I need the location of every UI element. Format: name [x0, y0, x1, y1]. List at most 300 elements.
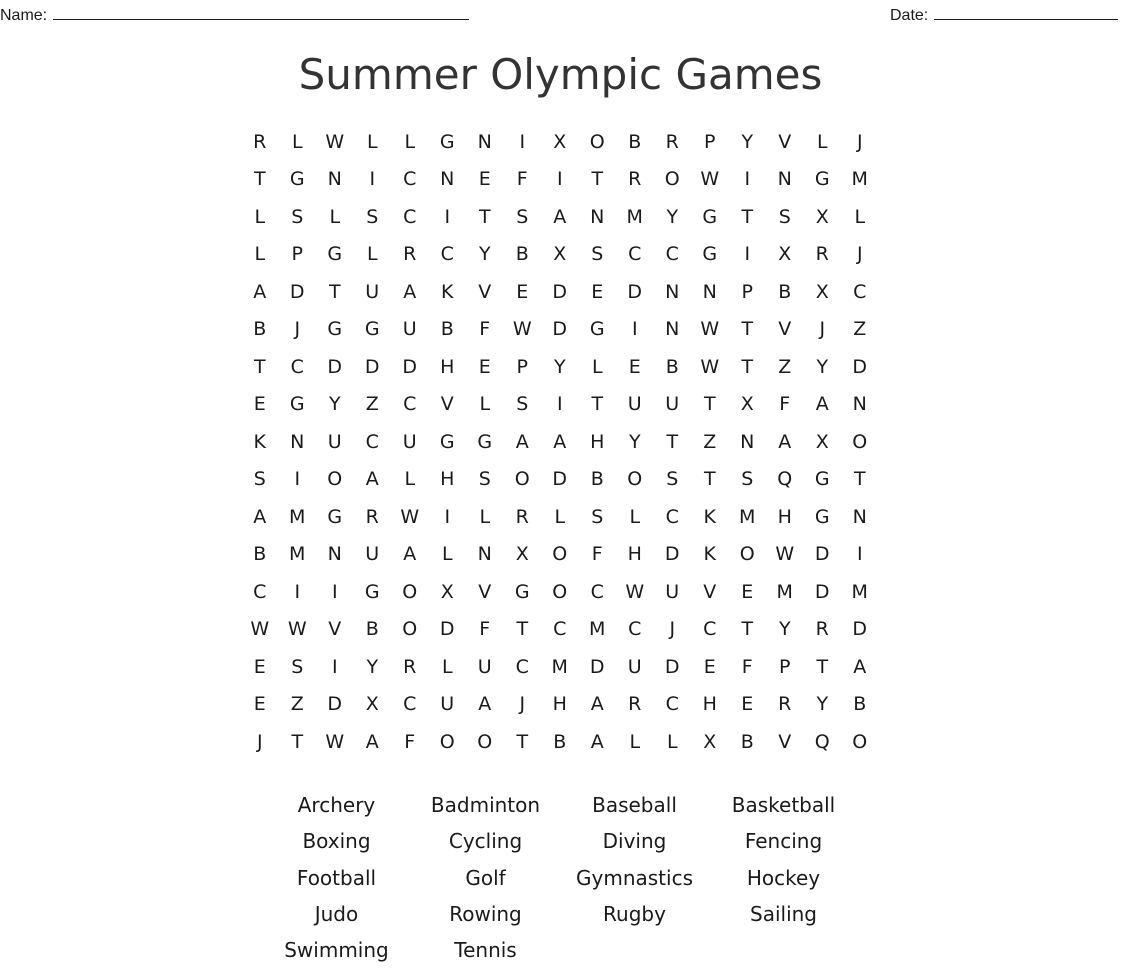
grid-letter: N	[477, 130, 492, 153]
grid-letter: G	[364, 318, 380, 341]
grid-letter: D	[814, 580, 830, 603]
word-bank-item: Football	[296, 865, 377, 890]
grid-letter: Z	[778, 355, 792, 378]
grid-letter: E	[478, 355, 491, 378]
grid-letter: M	[289, 543, 306, 566]
grid-letter: F	[591, 543, 603, 566]
grid-letter: H	[702, 693, 717, 716]
grid-letter: P	[291, 243, 303, 266]
grid-letter: W	[700, 168, 720, 191]
grid-letter: R	[665, 130, 679, 153]
grid-letter: E	[253, 393, 266, 416]
grid-letter: Y	[553, 355, 566, 378]
grid-letter: J	[519, 693, 526, 716]
grid-letter: Y	[366, 655, 379, 678]
word-bank-item: Sailing	[750, 901, 817, 926]
grid-letter: N	[777, 168, 792, 191]
grid-letter: T	[741, 618, 754, 641]
grid-letter: D	[552, 468, 568, 491]
grid-letter: G	[327, 505, 343, 528]
grid-letter: D	[439, 618, 455, 641]
grid-letter: A	[365, 730, 379, 753]
grid-letter: D	[814, 543, 830, 566]
grid-letter: W	[700, 355, 720, 378]
grid-letter: C	[665, 243, 679, 266]
grid-letter: A	[403, 280, 417, 303]
grid-letter: R	[628, 168, 642, 191]
grid-letter: C	[665, 505, 679, 528]
grid-row	[241, 723, 879, 761]
grid-letter: L	[291, 130, 303, 153]
grid-letter: L	[854, 205, 866, 228]
grid-letter: S	[591, 243, 604, 266]
grid-letter: B	[740, 730, 754, 753]
grid-letter: L	[629, 505, 641, 528]
word-bank-item: Basketball	[731, 793, 836, 817]
grid-letter: P	[704, 130, 716, 153]
grid-letter: Z	[290, 693, 304, 716]
grid-letter: D	[552, 318, 568, 341]
grid-letter: R	[815, 618, 829, 641]
grid-letter: E	[516, 280, 529, 303]
grid-letter: C	[515, 655, 529, 678]
grid-letter: Y	[666, 205, 679, 228]
grid-letter: L	[254, 205, 266, 228]
grid-letter: P	[516, 355, 528, 378]
grid-letter: G	[814, 468, 830, 491]
grid-letter: X	[515, 543, 529, 566]
grid-letter: U	[402, 318, 417, 341]
grid-letter: U	[440, 693, 455, 716]
grid-letter: Y	[778, 618, 791, 641]
grid-letter: B	[365, 618, 379, 641]
grid-letter: E	[591, 280, 604, 303]
grid-letter: E	[253, 693, 266, 716]
grid-letter: W	[512, 318, 532, 341]
grid-letter: C	[703, 618, 717, 641]
grid-letter: L	[366, 130, 378, 153]
grid-letter: N	[477, 543, 492, 566]
grid-letter: S	[591, 505, 604, 528]
grid-letter: G	[289, 393, 305, 416]
grid-letter: M	[626, 205, 643, 228]
grid-letter: A	[365, 468, 379, 491]
grid-letter: Y	[816, 693, 829, 716]
grid-letter: D	[627, 280, 643, 303]
grid-letter: T	[591, 168, 604, 191]
grid-letter: I	[444, 505, 451, 528]
grid-letter: L	[404, 468, 416, 491]
grid-letter: T	[816, 655, 829, 678]
grid-letter: O	[477, 730, 493, 753]
grid-letter: W	[250, 618, 270, 641]
grid-letter: H	[777, 505, 792, 528]
name-field[interactable]	[0, 4, 469, 26]
grid-letter: E	[741, 580, 754, 603]
grid-letter: A	[253, 280, 267, 303]
grid-letter: D	[402, 355, 418, 378]
grid-letter: K	[703, 505, 716, 528]
grid-letter: I	[294, 468, 301, 491]
grid-letter: A	[403, 543, 417, 566]
grid-letter: J	[819, 318, 826, 341]
grid-letter: A	[590, 693, 604, 716]
grid-letter: O	[402, 580, 418, 603]
word-bank-item: Judo	[314, 901, 359, 926]
grid-letter: I	[369, 168, 376, 191]
grid-letter: S	[666, 468, 679, 491]
grid-letter: L	[479, 505, 491, 528]
grid-letter: I	[744, 168, 751, 191]
page-title: Summer Olympic Games	[298, 50, 823, 99]
grid-letter: T	[703, 393, 716, 416]
grid-letter: M	[851, 168, 868, 191]
grid-letter: X	[778, 243, 792, 266]
grid-letter: U	[365, 543, 380, 566]
grid-letter: N	[290, 430, 305, 453]
grid-letter: A	[253, 505, 267, 528]
grid-letter: G	[439, 430, 455, 453]
grid-letter: A	[590, 730, 604, 753]
grid-letter: X	[815, 430, 829, 453]
grid-letter: T	[516, 618, 529, 641]
word-bank-item: Rugby	[603, 901, 666, 926]
grid-letter: J	[856, 130, 863, 153]
grid-letter: S	[516, 393, 529, 416]
grid-letter: G	[289, 168, 305, 191]
grid-letter: G	[589, 318, 605, 341]
grid-letter: H	[440, 355, 455, 378]
grid-letter: X	[815, 280, 829, 303]
grid-letter: Z	[365, 393, 379, 416]
word-bank-item: Archery	[297, 793, 376, 817]
word-bank-item: Badminton	[430, 793, 541, 817]
grid-letter: G	[477, 430, 493, 453]
grid-letter: A	[553, 205, 567, 228]
grid-letter: F	[479, 318, 491, 341]
grid-letter: I	[444, 205, 451, 228]
grid-letter: G	[514, 580, 530, 603]
grid-letter: U	[402, 430, 417, 453]
grid-letter: L	[666, 730, 678, 753]
grid-letter: N	[327, 543, 342, 566]
letter-grid	[241, 123, 879, 761]
grid-letter: B	[440, 318, 454, 341]
grid-letter: M	[739, 505, 756, 528]
grid-letter: B	[553, 730, 567, 753]
grid-letter: I	[331, 580, 338, 603]
grid-letter: N	[440, 168, 455, 191]
grid-letter: J	[669, 618, 676, 641]
grid-row	[241, 386, 879, 424]
grid-letter: C	[665, 693, 679, 716]
grid-letter: O	[327, 468, 343, 491]
grid-letter: E	[703, 655, 716, 678]
grid-letter: L	[479, 393, 491, 416]
grid-letter: A	[853, 655, 867, 678]
grid-letter: E	[478, 168, 491, 191]
grid-letter: X	[440, 580, 454, 603]
grid-letter: S	[741, 468, 754, 491]
word-bank-item: Baseball	[592, 793, 677, 817]
grid-letter: U	[477, 655, 492, 678]
grid-letter: C	[628, 243, 642, 266]
grid-letter: D	[552, 280, 568, 303]
grid-letter: S	[253, 468, 266, 491]
grid-letter: L	[404, 130, 416, 153]
grid-letter: A	[515, 430, 529, 453]
grid-letter: T	[253, 355, 266, 378]
grid-letter: R	[778, 693, 792, 716]
grid-letter: U	[327, 430, 342, 453]
grid-letter: S	[778, 205, 791, 228]
grid-letter: R	[403, 243, 417, 266]
grid-letter: K	[703, 543, 716, 566]
grid-letter: B	[628, 130, 642, 153]
grid-letter: O	[739, 543, 755, 566]
grid-letter: M	[289, 505, 306, 528]
grid-letter: T	[328, 280, 341, 303]
grid-letter: M	[851, 580, 868, 603]
grid-letter: B	[778, 280, 792, 303]
grid-letter: M	[551, 655, 568, 678]
grid-letter: N	[852, 505, 867, 528]
grid-letter: R	[815, 243, 829, 266]
grid-letter: D	[364, 355, 380, 378]
grid-letter: R	[515, 505, 529, 528]
grid-row	[241, 161, 879, 199]
grid-letter: D	[664, 655, 680, 678]
grid-letter: H	[440, 468, 455, 491]
grid-letter: X	[740, 393, 754, 416]
word-bank-item: Golf	[465, 865, 506, 890]
grid-letter: O	[552, 580, 568, 603]
word-bank-item: Swimming	[284, 938, 389, 963]
grid-letter: O	[514, 468, 530, 491]
grid-letter: G	[327, 318, 343, 341]
grid-letter: W	[325, 130, 345, 153]
grid-letter: L	[629, 730, 641, 753]
grid-letter: B	[665, 355, 679, 378]
grid-letter: L	[554, 505, 566, 528]
grid-letter: O	[852, 730, 868, 753]
grid-row	[241, 311, 879, 349]
grid-letter: J	[256, 730, 263, 753]
grid-letter: B	[590, 468, 604, 491]
grid-letter: W	[625, 580, 645, 603]
grid-letter: X	[815, 205, 829, 228]
grid-letter: V	[778, 130, 792, 153]
grid-letter: C	[628, 618, 642, 641]
word-bank-item: Tennis	[454, 938, 517, 963]
word-bank-item: Fencing	[744, 829, 823, 854]
grid-letter: I	[856, 543, 863, 566]
grid-letter: A	[815, 393, 829, 416]
grid-letter: Y	[328, 393, 341, 416]
word-bank-item: Rowing	[449, 901, 522, 926]
grid-letter: C	[853, 280, 867, 303]
grid-letter: C	[403, 693, 417, 716]
grid-letter: N	[327, 168, 342, 191]
grid-letter: T	[703, 468, 716, 491]
grid-letter: N	[740, 430, 755, 453]
grid-letter: I	[744, 243, 751, 266]
grid-letter: B	[253, 318, 267, 341]
grid-letter: T	[591, 393, 604, 416]
grid-letter: H	[552, 693, 567, 716]
grid-letter: X	[553, 130, 567, 153]
grid-letter: D	[852, 618, 868, 641]
grid-letter: W	[700, 318, 720, 341]
grid-letter: T	[853, 468, 866, 491]
grid-letter: V	[703, 580, 717, 603]
grid-letter: F	[479, 618, 491, 641]
grid-letter: D	[852, 355, 868, 378]
grid-letter: M	[776, 580, 793, 603]
grid-letter: S	[291, 655, 304, 678]
name-input-line[interactable]	[53, 4, 469, 20]
grid-letter: G	[702, 205, 718, 228]
grid-letter: U	[627, 393, 642, 416]
grid-letter: I	[556, 168, 563, 191]
grid-letter: Q	[777, 468, 793, 491]
grid-letter: S	[366, 205, 379, 228]
grid-letter: F	[404, 730, 416, 753]
grid-letter: T	[516, 730, 529, 753]
grid-letter: C	[403, 205, 417, 228]
grid-letter: F	[779, 393, 791, 416]
grid-letter: L	[329, 205, 341, 228]
date-label: Date:	[890, 7, 929, 24]
grid-letter: D	[327, 693, 343, 716]
word-bank	[262, 787, 858, 968]
grid-letter: E	[253, 655, 266, 678]
date-input-line[interactable]	[934, 4, 1118, 20]
grid-letter: H	[590, 430, 605, 453]
grid-letter: Y	[478, 243, 491, 266]
grid-letter: W	[400, 505, 420, 528]
grid-letter: C	[403, 393, 417, 416]
grid-letter: W	[775, 543, 795, 566]
grid-letter: J	[856, 243, 863, 266]
grid-letter: R	[365, 505, 379, 528]
grid-letter: T	[741, 205, 754, 228]
grid-letter: L	[366, 243, 378, 266]
grid-letter: U	[665, 393, 680, 416]
word-bank-item: Diving	[602, 829, 667, 854]
grid-letter: C	[590, 580, 604, 603]
word-bank-item: Hockey	[746, 865, 821, 890]
grid-letter: R	[253, 130, 267, 153]
grid-letter: A	[778, 430, 792, 453]
grid-letter: I	[631, 318, 638, 341]
grid-letter: G	[814, 505, 830, 528]
grid-letter: I	[331, 655, 338, 678]
grid-letter: G	[327, 243, 343, 266]
grid-letter: S	[478, 468, 491, 491]
grid-letter: S	[291, 205, 304, 228]
grid-letter: W	[325, 730, 345, 753]
grid-letter: T	[666, 430, 679, 453]
grid-letter: R	[403, 655, 417, 678]
word-bank-item: Gymnastics	[576, 865, 693, 890]
grid-letter: Z	[853, 318, 867, 341]
grid-letter: L	[816, 130, 828, 153]
grid-letter: H	[627, 543, 642, 566]
grid-letter: N	[590, 205, 605, 228]
grid-letter: L	[441, 543, 453, 566]
grid-letter: N	[665, 280, 680, 303]
grid-letter: U	[627, 655, 642, 678]
grid-letter: J	[294, 318, 301, 341]
grid-letter: O	[852, 430, 868, 453]
grid-letter: D	[589, 655, 605, 678]
grid-letter: V	[440, 393, 454, 416]
grid-letter: V	[778, 730, 792, 753]
grid-row	[241, 198, 879, 236]
grid-letter: O	[402, 618, 418, 641]
grid-letter: U	[365, 280, 380, 303]
grid-letter: D	[327, 355, 343, 378]
grid-letter: N	[665, 318, 680, 341]
word-bank-item: Cycling	[448, 829, 523, 854]
grid-letter: W	[287, 618, 307, 641]
grid-letter: U	[665, 580, 680, 603]
grid-letter: N	[702, 280, 717, 303]
grid-letter: Y	[741, 130, 754, 153]
name-label: Name:	[0, 7, 48, 24]
grid-letter: E	[741, 693, 754, 716]
grid-letter: O	[439, 730, 455, 753]
grid-row	[241, 686, 879, 724]
grid-letter: G	[702, 243, 718, 266]
grid-letter: A	[478, 693, 492, 716]
grid-letter: P	[741, 280, 753, 303]
grid-letter: C	[403, 168, 417, 191]
grid-letter: O	[589, 130, 605, 153]
grid-row	[241, 461, 879, 499]
grid-letter: I	[519, 130, 526, 153]
grid-letter: C	[365, 430, 379, 453]
grid-letter: Q	[814, 730, 830, 753]
grid-letter: T	[291, 730, 304, 753]
grid-letter: K	[441, 280, 454, 303]
grid-row	[241, 611, 879, 649]
grid-letter: T	[741, 355, 754, 378]
word-bank-item: Boxing	[302, 829, 371, 854]
grid-letter: C	[253, 580, 267, 603]
grid-letter: T	[478, 205, 491, 228]
grid-letter: S	[516, 205, 529, 228]
grid-row	[241, 236, 879, 274]
grid-letter: R	[628, 693, 642, 716]
grid-letter: V	[328, 618, 342, 641]
grid-letter: C	[290, 355, 304, 378]
grid-letter: L	[591, 355, 603, 378]
grid-letter: L	[254, 243, 266, 266]
grid-letter: G	[439, 130, 455, 153]
grid-letter: O	[627, 468, 643, 491]
grid-row	[241, 498, 879, 536]
grid-row	[241, 123, 879, 161]
grid-letter: C	[553, 618, 567, 641]
grid-letter: P	[779, 655, 791, 678]
grid-letter: K	[253, 430, 266, 453]
grid-row	[241, 536, 879, 574]
grid-letter: B	[853, 693, 867, 716]
date-field[interactable]	[890, 4, 1118, 26]
grid-letter: V	[778, 318, 792, 341]
